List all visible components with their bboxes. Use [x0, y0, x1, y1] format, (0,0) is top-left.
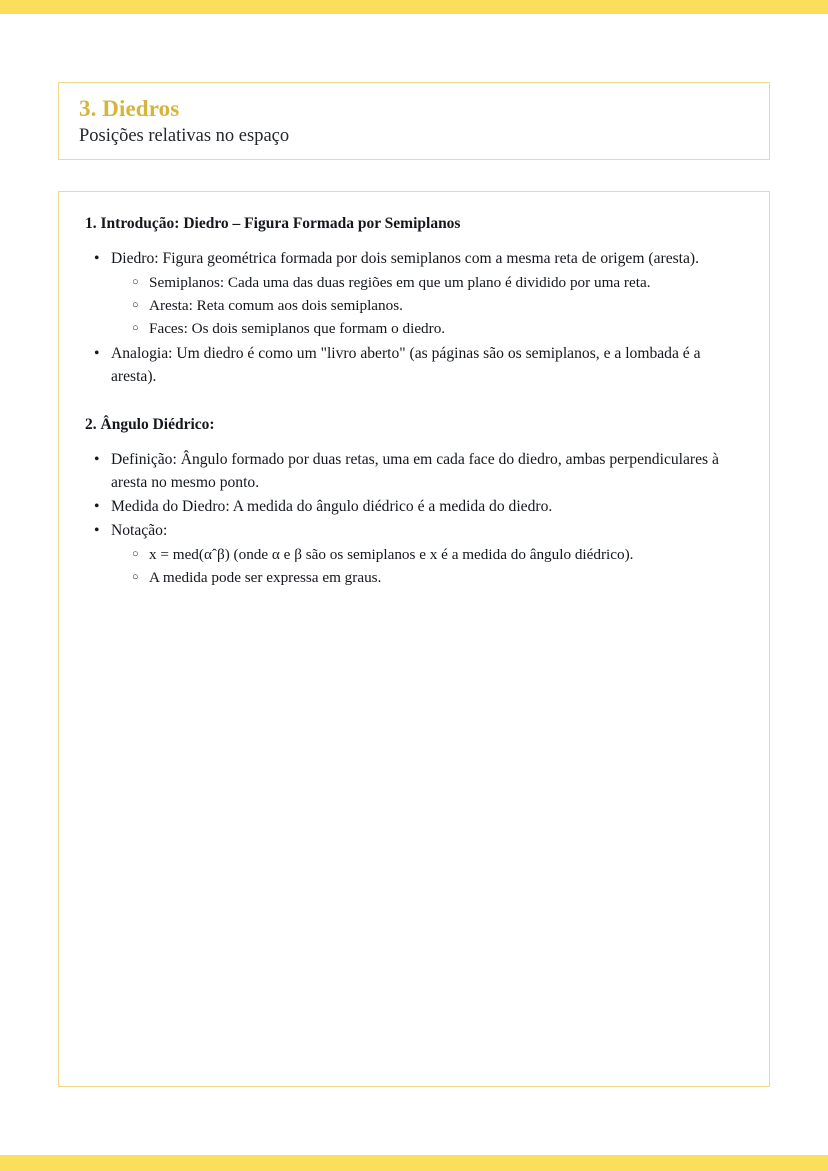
title-card	[58, 82, 770, 160]
top-accent-bar	[0, 0, 828, 14]
bullet-marker-icon: •	[94, 450, 100, 468]
bottom-accent-bar	[0, 1155, 828, 1171]
bullet-list	[85, 247, 743, 388]
list-item	[85, 247, 743, 340]
sub-bullet-list	[120, 271, 743, 340]
sub-list-item	[120, 294, 743, 317]
list-item	[85, 448, 743, 494]
section-heading: 1. Introdução: Diedro – Figura Formada por Semiplanos	[85, 215, 461, 232]
sections-container	[85, 214, 743, 589]
sub-bullet-marker-icon: ○	[132, 548, 139, 561]
sub-list-item	[120, 317, 743, 340]
sub-list-item	[120, 543, 743, 566]
bullet-marker-icon: •	[94, 522, 100, 540]
sub-list-item-text: A medida pode ser expressa em graus.	[149, 569, 382, 587]
list-item	[85, 495, 743, 518]
bullet-marker-icon: •	[94, 344, 100, 362]
page-subtitle: Posições relativas no espaço	[79, 125, 290, 146]
content-card	[58, 191, 770, 1087]
bullet-marker-icon: •	[94, 497, 100, 515]
list-item-text: Analogia: Um diedro é como um "livro aberto" (as páginas são os semiplanos, e a lombada é a aresta).	[111, 344, 701, 385]
sub-list-item-text: Semiplanos: Cada uma das duas regiões em que um plano é dividido por uma reta.	[149, 274, 651, 292]
list-item-text: Definição: Ângulo formado por duas retas, uma em cada face do diedro, ambas perpendiculares à aresta no mesmo ponto.	[111, 450, 719, 491]
sub-bullet-marker-icon: ○	[132, 299, 139, 312]
page-title: 3. Diedros	[79, 96, 180, 121]
section	[85, 214, 743, 388]
list-item-text: Medida do Diedro: A medida do ângulo diédrico é a medida do diedro.	[111, 497, 553, 515]
section	[85, 415, 743, 590]
sub-list-item	[120, 566, 743, 589]
list-item	[85, 519, 743, 589]
section-heading: 2. Ângulo Diédrico:	[85, 415, 215, 433]
list-item	[85, 342, 743, 388]
sub-bullet-marker-icon: ○	[132, 276, 139, 289]
sub-list-item	[120, 271, 743, 294]
list-item-text: Notação:	[111, 522, 168, 540]
list-item-text: Diedro: Figura geométrica formada por dois semiplanos com a mesma reta de origem (aresta).	[111, 250, 700, 268]
bullet-list	[85, 448, 743, 590]
sub-bullet-marker-icon: ○	[132, 322, 139, 335]
sub-bullet-marker-icon: ○	[132, 571, 139, 584]
sub-bullet-list	[120, 543, 743, 589]
sub-list-item-text: Faces: Os dois semiplanos que formam o diedro.	[149, 320, 446, 338]
document-page	[0, 14, 828, 1155]
sub-list-item-text: Aresta: Reta comum aos dois semiplanos.	[149, 297, 403, 315]
sub-list-item-text: x = med(αˆβ) (onde α e β são os semiplanos e x é a medida do ângulo diédrico).	[149, 546, 634, 564]
bullet-marker-icon: •	[94, 250, 100, 268]
